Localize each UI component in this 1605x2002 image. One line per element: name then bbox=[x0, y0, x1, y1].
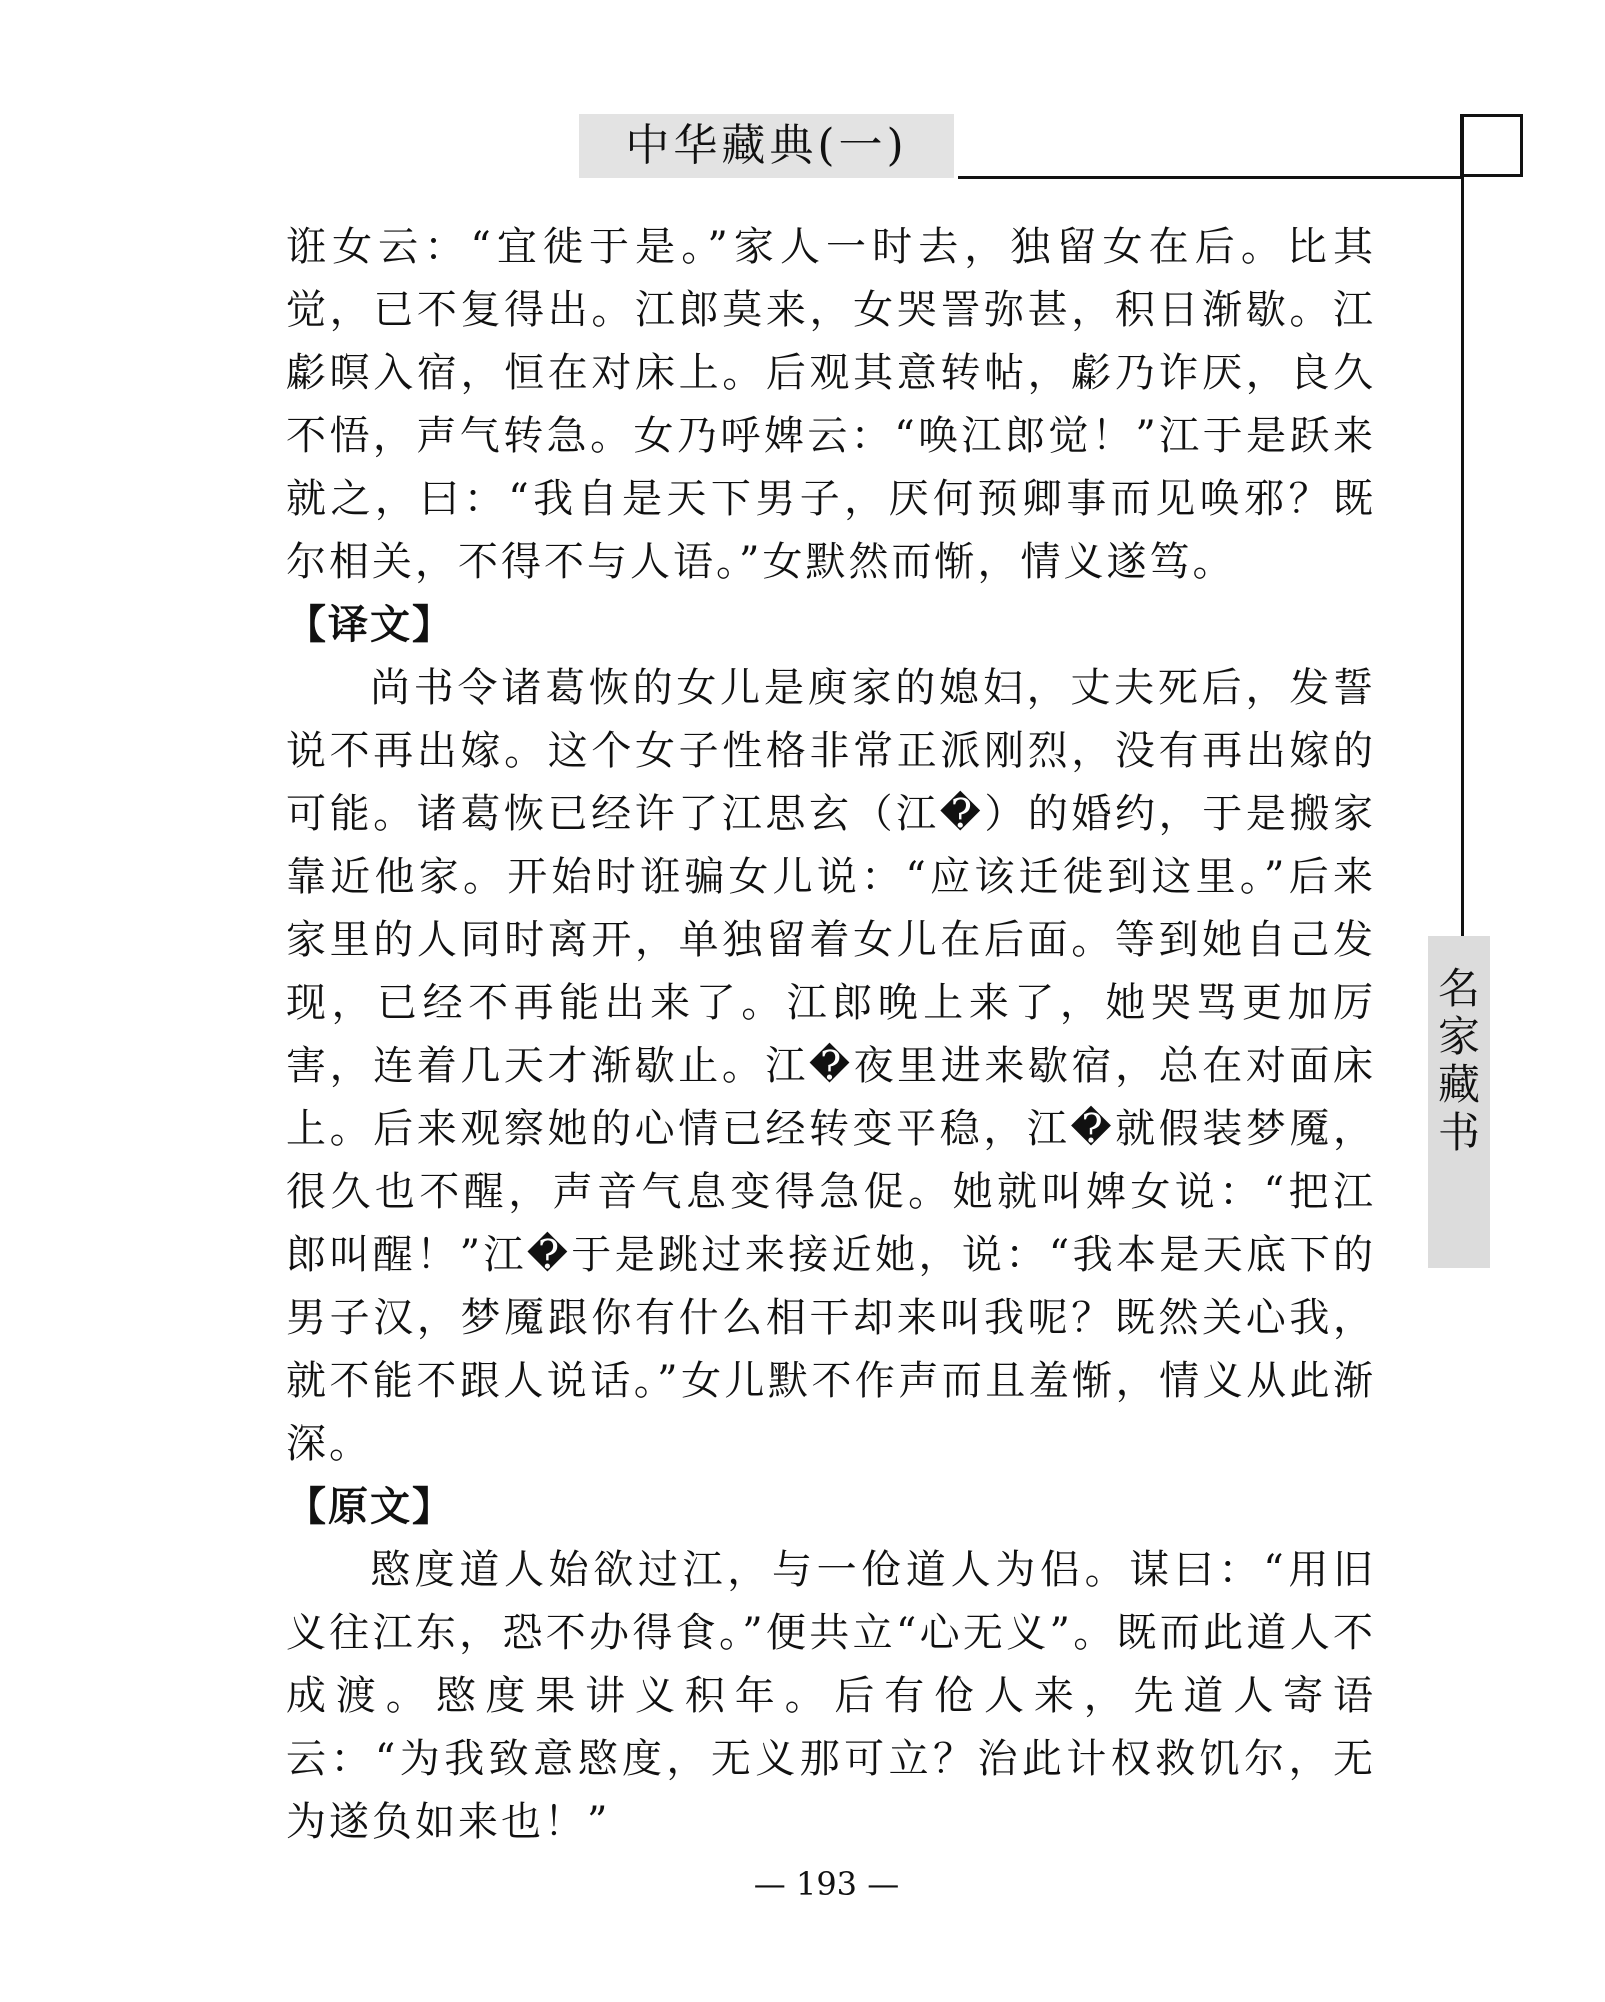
section-heading-translation: 【译文】 bbox=[286, 602, 454, 648]
side-tab-char: 书 bbox=[1437, 1108, 1480, 1157]
side-section-label bbox=[1428, 965, 1490, 1157]
section-heading-original: 【原文】 bbox=[286, 1484, 454, 1530]
intro-paragraph: 诳女云：“宜徙于是。”家人一时去，独留女在后。比其觉，已不复得出。江郎莫来，女哭詈弥甚，积日渐歇。江虨暝入宿，恒在对床上。后观其意转帖，虨乃诈厌，良久不悟，声气转急。女乃呼婢云：“唤江郎觉！”江于是跃来就之，曰：“我自是天下男子，厌何预卿事而见唤邪？既尔相关，不得不与人语。”女默然而惭，情义遂笃。 bbox=[286, 224, 1376, 585]
page-number: — 193 — bbox=[753, 1865, 900, 1903]
header-rule bbox=[958, 176, 1462, 179]
book-title: 中华藏典(一) bbox=[625, 120, 908, 171]
side-tab-char: 名 bbox=[1437, 964, 1480, 1013]
side-tab-char: 家 bbox=[1437, 1012, 1480, 1061]
side-tab-char: 藏 bbox=[1437, 1060, 1480, 1109]
original-text-paragraph: 愍度道人始欲过江，与一伧道人为侣。谋曰：“用旧义往江东，恐不办得食。”便共立“心无义”。既而此道人不成渡。愍度果讲义积年。后有伧人来，先道人寄语云：“为我致意愍度，无义那可立？治此计权救饥尔，无为遂负如来也！” bbox=[286, 1547, 1376, 1845]
translation-paragraph: 尚书令诸葛恢的女儿是庾家的媳妇，丈夫死后，发誓说不再出嫁。这个女子性格非常正派刚烈，没有再出嫁的可能。诸葛恢已经许了江思玄（江�）的婚约，于是搬家靠近他家。开始时诳骗女儿说：“应该迁徙到这里。”后来家里的人同时离开，单独留着女儿在后面。等到她自己发现，已经不再能出来了。江郎晚上来了，她哭骂更加厉害，连着几天才渐歇止。江�夜里进来歇宿，总在对面床上。后来观察她的心情已经转变平稳，江�就假装梦魇，很久也不醒，声音气息变得急促。她就叫婢女说：“把江郎叫醒！”江�于是跳过来接近她，说：“我本是天底下的男子汉，梦魇跟你有什么相干却来叫我呢？既然关心我，就不能不跟人说话。”女儿默不作声而且羞惭，情义从此渐深。 bbox=[286, 665, 1376, 1467]
vertical-rule bbox=[1461, 114, 1464, 936]
corner-square-ornament bbox=[1460, 114, 1523, 177]
page-body bbox=[286, 216, 1376, 1854]
